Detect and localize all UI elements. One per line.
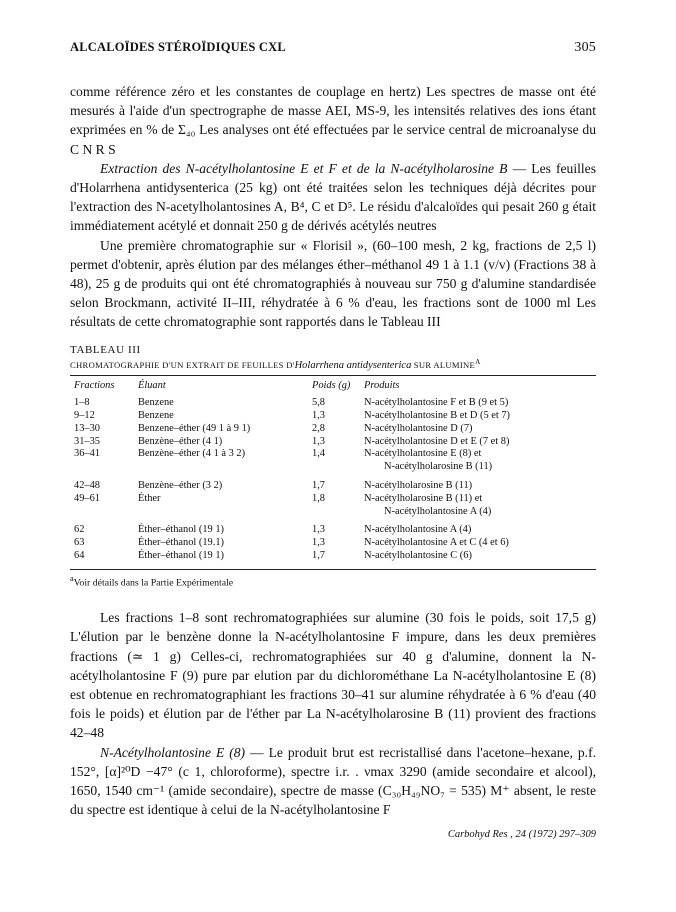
produit-line: N-acétylholantosine B et D (5 et 7) bbox=[364, 410, 511, 422]
cell-eluant: Benzene–éther (49 1 à 9 1) bbox=[138, 422, 251, 434]
produit-line: N-acétylholarosine B (11) bbox=[384, 461, 493, 473]
running-title: ALCALOÏDES STÉROÏDIQUES CXL bbox=[70, 40, 286, 54]
paragraph-5: N-Acétylholantosine E (8) — Le produit brut est recristallisé dans l'acetone–hexane, p.f. 152°, [α]²⁰D −47° (c 1, chloroforme), spectre i.r. . νmax 3290 (amide secondaire et alcool), 1650, 1540 cm⁻¹ (amide secondaire), spectre de masse (C₃₀H₄₉NO₇ = 535) M⁺ absent, le reste du spectre est identique à celui de la N-acétylholantosine F bbox=[70, 744, 596, 818]
cell-eluant: Benzene bbox=[138, 410, 174, 422]
page bbox=[70, 40, 596, 840]
table-row bbox=[70, 397, 596, 410]
cell-eluant: Benzène–éther (3 2) bbox=[138, 480, 223, 492]
section-heading-extraction: Extraction des N-acétylholantosine E et F et de la N-acétylholarosine B bbox=[100, 160, 508, 176]
cell-poids: 1,8 bbox=[312, 492, 325, 504]
cell-fractions: 42–48 bbox=[74, 480, 100, 492]
results-table bbox=[70, 376, 596, 563]
produit-line: N-acétylholantosine D (7) bbox=[364, 422, 473, 434]
produit-line: N-acétylholantosine C (6) bbox=[364, 550, 472, 562]
produit-line: N-acétylholantosine A (4) bbox=[364, 524, 472, 536]
body-text-bottom bbox=[70, 608, 596, 819]
cell-fractions: 9–12 bbox=[74, 410, 95, 422]
cell-fractions: 49–61 bbox=[74, 492, 100, 504]
paragraph-4: Les fractions 1–8 sont rechromatographiées sur alumine (30 fois le poids, soit 17,5 g) L'élution par le benzène donne la N-acétylholantosine F impure, dans les deux premières fractions (≃ 1 g) Celles-ci, rechromatographiées sur 40 g d'alumine, donnent la N-acétylholantosine F (9) pure par elution par du dichlorométhane La N-acétylholantosine E (8) est obtenue en rechromatographiant les fractions 30–41 sur alumine réhydratée à 6 % d'eau (40 fois le poids) et élution par de l'éther par La N-acétylholarosine B (11) provient des fractions 42–48 bbox=[70, 610, 596, 741]
paragraph-3: Une première chromatographie sur « Florisil », (60–100 mesh, 2 kg, fractions de 2,5 l) permet d'obtenir, après élution par des mélanges éther–méthanol 49 1 à 1.1 (v/v) (Fractions 38 à 48), 25 g de produits qui ont été chromatographiés à nouveau sur 750 g d'alumine standardisée selon Brockmann, activité II–III, réhydratée à 6 % d'eau, les fractions sont de 1000 ml Les résultats de cette chromatographie sont rapportés dans le Tableau III bbox=[70, 237, 596, 330]
cell-produits bbox=[364, 550, 596, 563]
running-header bbox=[70, 40, 596, 56]
cell-poids: 1,3 bbox=[312, 435, 325, 447]
caption-species: Holarrhena antidysenterica bbox=[294, 359, 412, 371]
cell-eluant: Benzène–éther (4 1 à 3 2) bbox=[138, 448, 246, 460]
produit-line: N-acétylholarosine B (11) bbox=[364, 480, 473, 492]
table-bottom-rule bbox=[70, 569, 596, 570]
produit-line: N-acétylholantosine D et E (7 et 8) bbox=[364, 435, 510, 447]
produit-line: N-acétylholantosine F et B (9 et 5) bbox=[364, 397, 509, 409]
table-row bbox=[70, 423, 596, 436]
cell-poids: 1,4 bbox=[312, 448, 325, 460]
cell-fractions: 31–35 bbox=[74, 435, 100, 447]
paragraph-2-text: Les feuilles d'Holarrhena antidysenterica (25 kg) ont été traitées selon les techniques déjà décrites pour l'extraction des N-acetylholantosines A, B⁴, C et D⁵. Le résidu d'alcaloïdes qui pesait 260 g était immédiatement acétylé et donnait 250 g de dérivés acétylés neutres bbox=[70, 160, 596, 234]
cell-produits bbox=[364, 474, 596, 493]
cell-eluant: Benzene bbox=[138, 397, 174, 409]
cell-fractions: 62 bbox=[74, 524, 85, 536]
table-row bbox=[70, 518, 596, 537]
table-row bbox=[70, 537, 596, 550]
cell-poids: 1,3 bbox=[312, 537, 325, 549]
cell-produits bbox=[364, 397, 596, 410]
cell-poids: 1,3 bbox=[312, 524, 325, 536]
cell-produits bbox=[364, 436, 596, 449]
cell-produits bbox=[364, 423, 596, 436]
table-row bbox=[70, 410, 596, 423]
journal-citation: Carbohyd Res , 24 (1972) 297–309 bbox=[447, 829, 596, 841]
cell-eluant: Éther–éthanol (19 1) bbox=[138, 550, 224, 562]
header-produits: Produits bbox=[364, 379, 400, 391]
header-eluant: Éluant bbox=[138, 379, 166, 391]
table-body bbox=[70, 397, 596, 563]
table-row bbox=[70, 448, 596, 474]
cell-produits bbox=[364, 410, 596, 423]
cell-poids: 1,3 bbox=[312, 410, 325, 422]
section-heading-compound: N-Acétylholantosine E (8) bbox=[100, 744, 246, 760]
cell-fractions: 63 bbox=[74, 537, 85, 549]
produit-line: N-acétylholantosine A (4) bbox=[384, 505, 492, 517]
table-footnote: $^a$Voir détails dans la Partie Expérimentale bbox=[70, 573, 234, 589]
table-caption: CHROMATOGRAPHIE D'UN EXTRAIT DE FEUILLES D'Holarrhena antidysenterica SUR $ALUMINE^A$ bbox=[70, 357, 481, 371]
page-number: 305 bbox=[574, 40, 596, 55]
table-row bbox=[70, 474, 596, 493]
cell-poids: 1,7 bbox=[312, 480, 325, 492]
header-poids: Poids (g) bbox=[312, 379, 351, 391]
cell-poids: 2,8 bbox=[312, 422, 325, 434]
table-row bbox=[70, 493, 596, 519]
produit-line: N-acétylholantosine E (8) et bbox=[364, 448, 482, 460]
cell-fractions: 36–41 bbox=[74, 448, 100, 460]
cell-poids: 5,8 bbox=[312, 397, 325, 409]
table-row bbox=[70, 550, 596, 563]
cell-eluant: Benzène–éther (4 1) bbox=[138, 435, 223, 447]
paragraph-2: Extraction des N-acétylholantosine E et F et de la N-acétylholarosine B — Les feuilles d'Holarrhena antidysenterica (25 kg) ont été traitées selon les techniques déjà décrites pour l'extraction des N-acetylholantosines A, B⁴, C et D⁵. Le résidu d'alcaloïdes qui pesait 260 g était immédiatement acétylé et donnait 250 g de dérivés acétylés neutres bbox=[70, 160, 596, 234]
cell-produits bbox=[364, 518, 596, 537]
body-text-top bbox=[70, 82, 596, 332]
cell-fractions: 1–8 bbox=[74, 397, 90, 409]
header-fractions: Fractions bbox=[74, 379, 115, 391]
paragraph-1: comme référence zéro et les constantes de couplage en hertz) Les spectres de masse ont été mesurés à l'aide d'un spectrographe de masse AEI, MS-9, les intensités relatives des ions étant exprimées en % de Σ₄₀ Les analyses ont été effectuées par le service central de microanalyse du C N R S bbox=[70, 84, 596, 157]
produit-line: N-acétylholarosine B (11) et bbox=[364, 492, 483, 504]
cell-produits bbox=[364, 537, 596, 550]
cell-eluant: Éther–éthanol (19 1) bbox=[138, 524, 224, 536]
cell-poids: 1,7 bbox=[312, 550, 325, 562]
cell-fractions: 64 bbox=[74, 550, 85, 562]
table-title: TABLEAU III bbox=[70, 343, 141, 356]
cell-produits bbox=[364, 448, 596, 474]
paragraph-5-text: Le produit brut est recristallisé dans l'acetone–hexane, p.f. 152°, [α]²⁰D −47° (c 1, chloroforme), spectre i.r. . νmax 3290 (amide secondaire et alcool), 1650, 1540 cm⁻¹ (amide secondaire), spectre de masse (C₃₀H₄₉NO₇ = 535) M⁺ absent, le reste du spectre est identique à celui de la N-acétylholantosine F bbox=[70, 744, 596, 818]
table-row bbox=[70, 436, 596, 449]
cell-eluant: Éther–éthanol (19.1) bbox=[138, 537, 224, 549]
cell-produits bbox=[364, 493, 596, 519]
table-header-row bbox=[70, 376, 596, 398]
produit-line: N-acétylholantosine A et C (4 et 6) bbox=[364, 537, 509, 549]
cell-eluant: Éther bbox=[138, 492, 161, 504]
cell-fractions: 13–30 bbox=[74, 422, 100, 434]
